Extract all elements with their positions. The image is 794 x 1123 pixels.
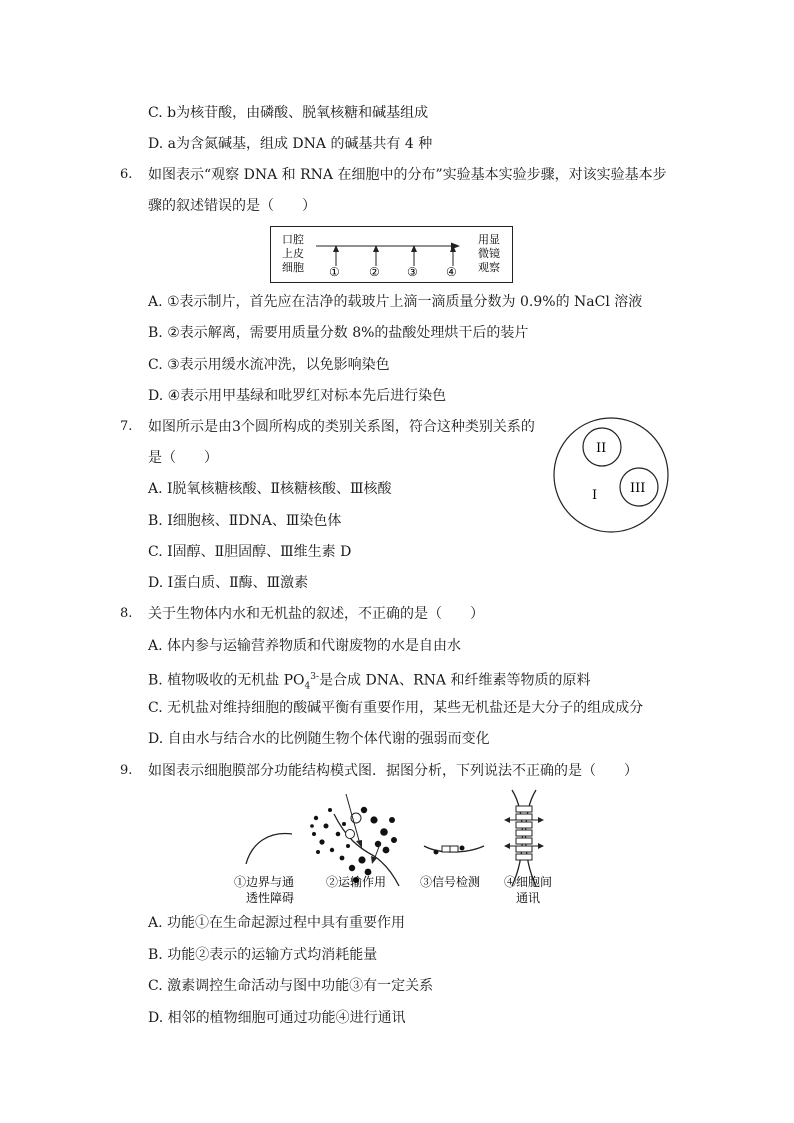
- q7-stem-line1: 如图所示是由3个圆所构成的类别关系图，符合这种类别关系的: [148, 419, 535, 435]
- q5-option-c: C. b为核苷酸，由磷酸、脱氧核糖和碱基组成: [148, 105, 429, 121]
- q7-option-b: B. Ⅰ细胞核、ⅡDNA、Ⅲ染色体: [148, 513, 342, 529]
- q7-category-circles-diagram: [552, 416, 670, 534]
- flow-left-label-1: 口腔: [282, 233, 304, 246]
- q8-number: 8.: [120, 606, 133, 621]
- q7-number: 7.: [120, 419, 133, 434]
- flow-right-label-3: 观察: [478, 261, 500, 274]
- q6-option-b: B. ②表示解离，需要用质量分数 8%的盐酸处理烘干后的装片: [148, 325, 529, 341]
- q8-option-d: D. 自由水与结合水的比例随生物个体代谢的强弱而变化: [148, 731, 490, 747]
- q5-option-d: D. a为含氮碱基，组成 DNA 的碱基共有 4 种: [148, 136, 433, 152]
- q9-membrane-function-diagram: [234, 786, 604, 906]
- q9-option-c: C. 激素调控生命活动与图中功能③有一定关系: [148, 978, 434, 994]
- q9-option-d: D. 相邻的植物细胞可通过功能④进行通讯: [148, 1010, 406, 1026]
- q9-option-b: B. 功能②表示的运输方式均消耗能量: [148, 947, 378, 963]
- flow-right-label-2: 微镜: [478, 247, 500, 260]
- q6-option-a: A. ①表示制片，首先应在洁净的载玻片上滴一滴质量分数为 0.9%的 NaCl 溶液: [148, 294, 643, 310]
- q9-number: 9.: [120, 763, 133, 778]
- q8-stem: 关于生物体内水和无机盐的叙述，不正确的是（ ）: [148, 606, 484, 622]
- flow-step-4: ④: [446, 265, 457, 279]
- q6-stem-line1: 如图表示“观察 DNA 和 RNA 在细胞中的分布”实验基本实验步骤，对该实验基本步: [148, 167, 667, 183]
- q9-option-a: A. 功能①在生命起源过程中具有重要作用: [148, 915, 406, 931]
- flow-step-1: ①: [329, 265, 340, 279]
- q7-option-d: D. Ⅰ蛋白质、Ⅱ酶、Ⅲ激素: [148, 575, 309, 591]
- q6-stem-line2: 骤的叙述错误的是（ ）: [148, 198, 316, 214]
- membrane-label-4b: 通讯: [516, 891, 541, 905]
- flow-step-2: ②: [369, 265, 380, 279]
- q8-option-b-text-1: B. 植物吸收的无机盐 PO: [148, 672, 305, 689]
- membrane-label-4a: ④细胞间: [504, 875, 553, 889]
- q8-option-b-text-2: 是合成 DNA、RNA 和纤维素等物质的原料: [319, 672, 591, 689]
- q8-option-b-subscript: 4: [304, 681, 311, 692]
- membrane-label-3: ③信号检测: [420, 875, 481, 889]
- q6-option-c: C. ③表示用缓水流冲洗，以免影响染色: [148, 357, 390, 373]
- q8-option-c: C. 无机盐对维持细胞的酸碱平衡有重要作用，某些无机盐还是大分子的组成成分: [148, 700, 644, 716]
- q7-stem-line2: 是（ ）: [148, 450, 218, 466]
- q8-option-b-superscript: 3-: [310, 672, 320, 682]
- flow-step-3: ③: [407, 265, 418, 279]
- q8-option-a: A. 体内参与运输营养物质和代谢废物的水是自由水: [148, 638, 462, 654]
- flow-left-label-3: 细胞: [282, 261, 304, 274]
- membrane-boundary-shape: [246, 834, 292, 864]
- q7-option-c: C. Ⅰ固醇、Ⅱ胆固醇、Ⅲ维生素 D: [148, 544, 352, 560]
- circle-label-ii: II: [596, 441, 607, 456]
- membrane-label-1b: 透性障碍: [246, 891, 295, 905]
- circle-label-iii: III: [630, 481, 646, 496]
- circle-label-i: I: [592, 488, 598, 503]
- q7-option-a: A. Ⅰ脱氧核糖核酸、Ⅱ核糖核酸、Ⅲ核酸: [148, 481, 392, 497]
- q6-number: 6.: [120, 167, 133, 182]
- flow-left-label-2: 上皮: [282, 247, 304, 260]
- q9-stem: 如图表示细胞膜部分功能结构模式图．据图分析，下列说法不正确的是（ ）: [148, 763, 638, 779]
- q6-experiment-flow-diagram: [270, 226, 513, 283]
- membrane-label-2: ②运输作用: [326, 875, 387, 889]
- flow-right-label-1: 用显: [478, 233, 500, 246]
- membrane-label-1a: ①边界与通: [234, 875, 295, 889]
- q6-option-d: D. ④表示用甲基绿和吡罗红对标本先后进行染色: [148, 388, 447, 404]
- q8-option-b: [148, 667, 590, 696]
